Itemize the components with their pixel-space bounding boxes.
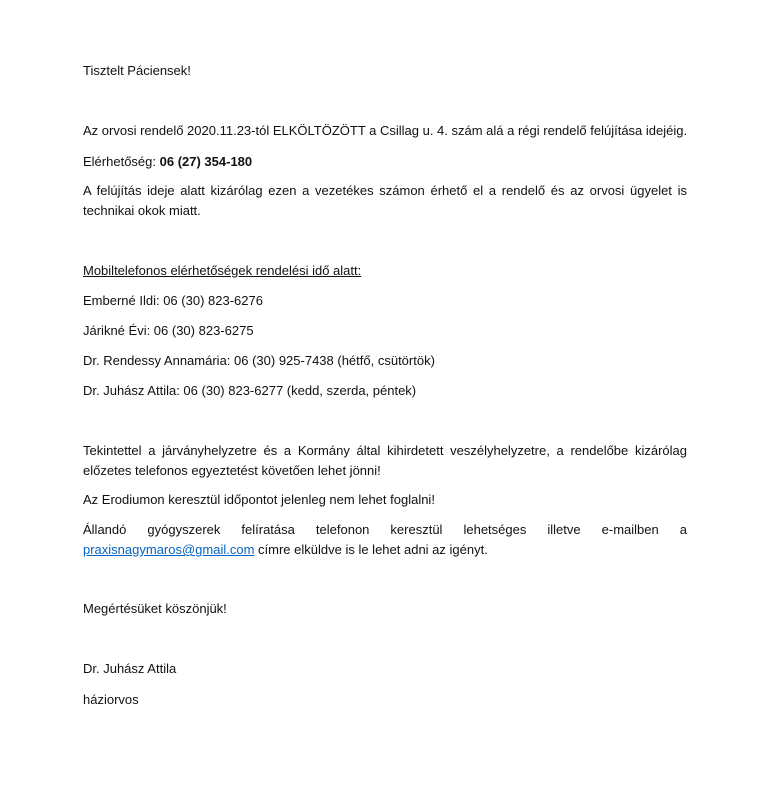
- prescription-note-rest: címre elküldve is le lehet adni az igényt.: [254, 542, 488, 557]
- move-notice: Az orvosi rendelő 2020.11.23-tól ELKÖLTÖZÖTT a Csillag u. 4. szám alá a régi rendelő felújítása idejéig.: [83, 123, 688, 138]
- pandemic-note-line2: előzetes telefonos egyeztetést követően lehet jönni!: [83, 463, 381, 478]
- mobile-contact-evi: Járikné Évi: 06 (30) 823-6275: [83, 323, 254, 338]
- thanks: Megértésüket köszönjük!: [83, 601, 227, 616]
- renovation-note-line1: A felújítás ideje alatt kizárólag ezen a vezetékes számon érhető el a rendelő és az orvosi ügyelet is: [83, 183, 687, 198]
- signature-name: Dr. Juhász Attila: [83, 661, 177, 676]
- contact-label: Elérhetőség:: [83, 154, 156, 169]
- mobile-heading: Mobiltelefonos elérhetőségek rendelési idő alatt:: [83, 263, 362, 278]
- mobile-contact-juhasz: Dr. Juhász Attila: 06 (30) 823-6277 (kedd, szerda, péntek): [83, 383, 417, 398]
- erodium-note: Az Erodiumon keresztül időpontot jelenleg nem lehet foglalni!: [83, 492, 435, 507]
- renovation-note: [83, 181, 687, 221]
- pandemic-note-line1: Tekintettel a járványhelyzetre és a Kormány által kihirdetett veszélyhelyzetre, a rendelőbe kizárólag: [83, 443, 687, 458]
- contact-phone: 06 (27) 354-180: [159, 154, 253, 169]
- greeting: Tisztelt Páciensek!: [83, 63, 191, 78]
- contact-line: [83, 152, 252, 172]
- signature-title: háziorvos: [83, 692, 139, 707]
- email-link[interactable]: praxisnagymaros@gmail.com: [83, 542, 255, 557]
- prescription-note-line1: Állandó gyógyszerek felíratása telefonon keresztül lehetséges illetve e-mailben a: [83, 522, 687, 537]
- mobile-contact-rendessy: Dr. Rendessy Annamária: 06 (30) 925-7438 (hétfő, csütörtök): [83, 353, 435, 368]
- renovation-note-line2: technikai okok miatt.: [83, 203, 201, 218]
- prescription-note-line2: [83, 540, 687, 560]
- mobile-contact-ildi: Emberné Ildi: 06 (30) 823-6276: [83, 293, 263, 308]
- pandemic-note: [83, 441, 687, 481]
- prescription-note: [83, 520, 687, 560]
